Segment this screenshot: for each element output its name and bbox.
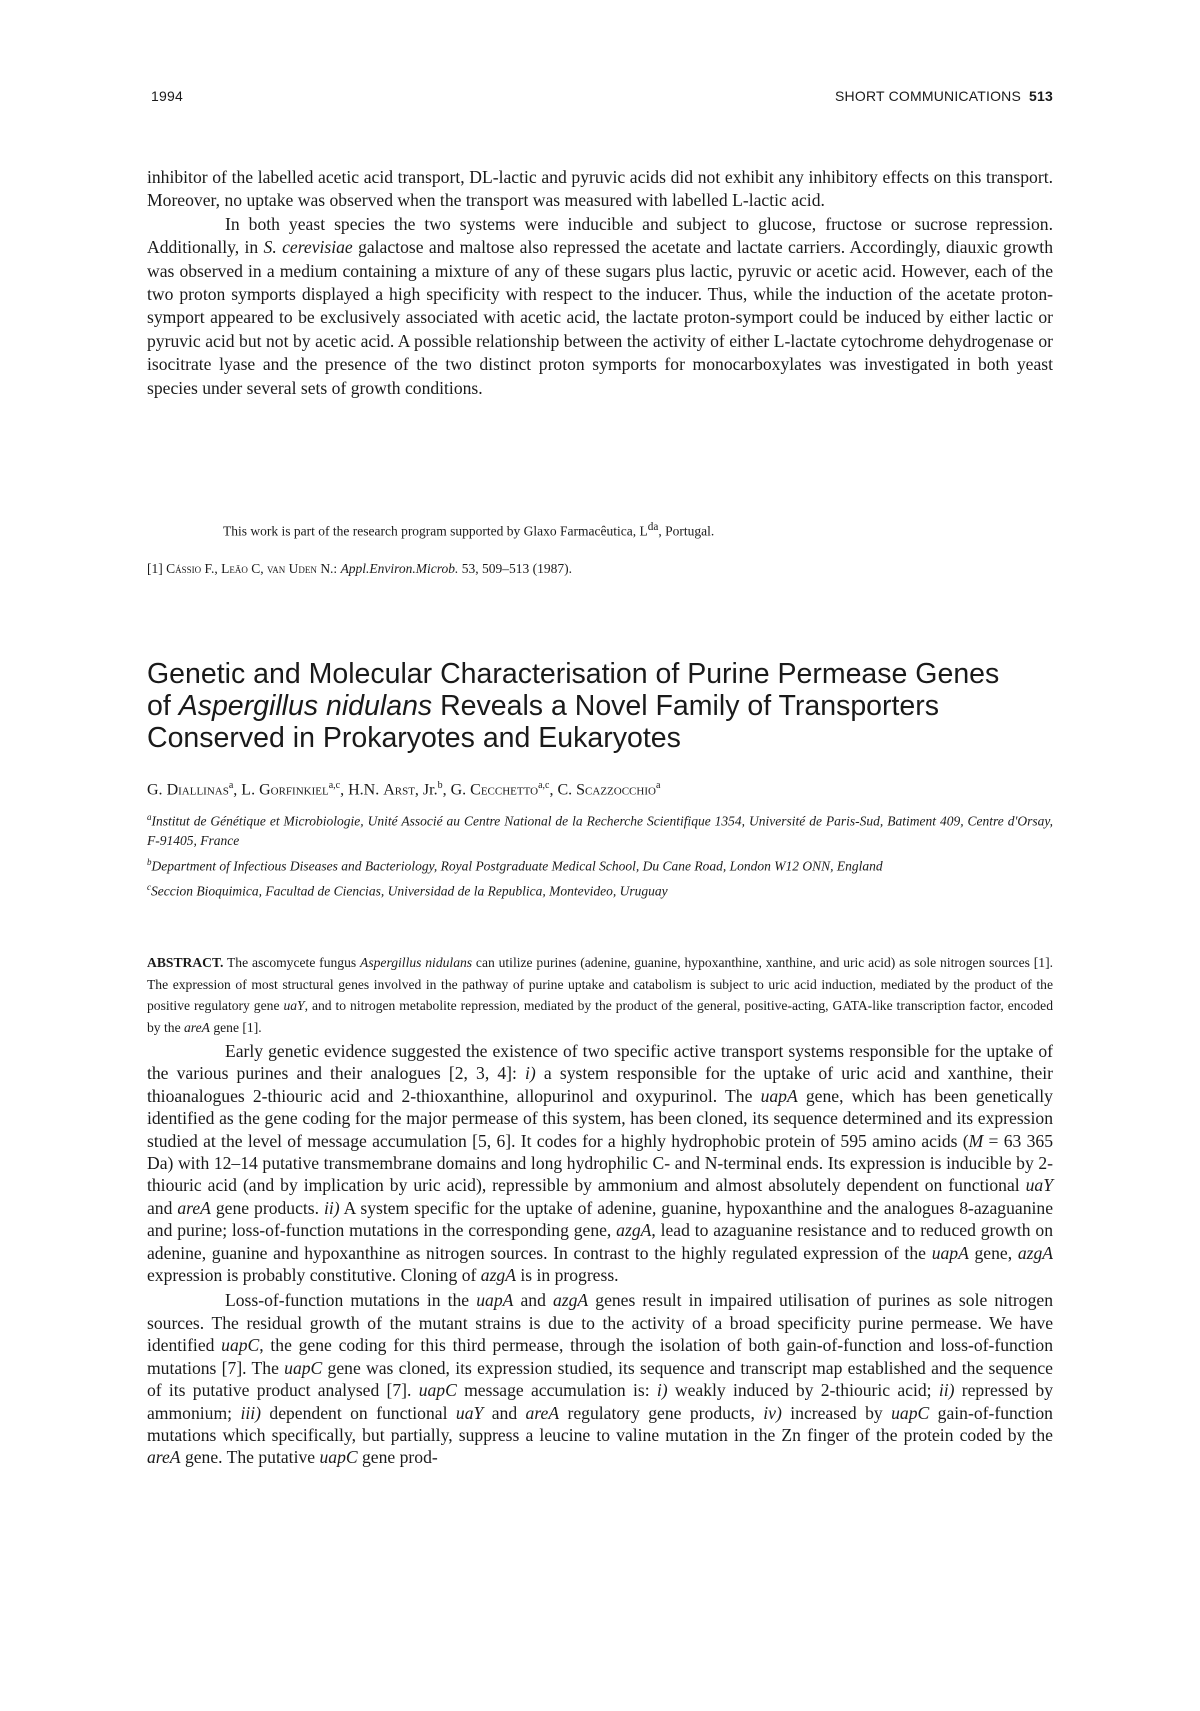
text-run: , Portugal. xyxy=(658,523,715,539)
text-run: G. xyxy=(147,781,167,799)
text-run: uapA xyxy=(760,1085,798,1106)
text-run: a xyxy=(147,812,152,822)
text-run: 53, 509–513 (1987). xyxy=(458,561,573,576)
text-run: uaY xyxy=(283,998,305,1014)
affiliation-b xyxy=(147,853,1053,876)
text-run: and xyxy=(147,1197,178,1218)
text-run: The ascomycete fungus xyxy=(223,955,361,970)
text-run: L xyxy=(773,330,785,351)
text-run: da xyxy=(647,521,659,533)
text-run: a xyxy=(655,780,661,791)
text-run: gene [1]. xyxy=(209,1019,262,1035)
text-run: iv) xyxy=(763,1402,782,1423)
text-run: genes result in impaired utilisation of purines as sole nitrogen sources. The residual growth of the mutant strains is due to the activity of a broad specificity purine permease. We have identified xyxy=(147,1290,1053,1356)
text-run: can utilize purines (adenine, guanine, hypoxanthine, xanthine, and uric acid) as sole nitrogen sources [1]. The expression of most structural genes involved in the pathway of purine uptake and catabolism is subject to uric acid induction, mediated by the product of the positive regulatory gene xyxy=(147,955,1053,1014)
text-run: Department of Infectious Diseases and Bacteriology, Royal Postgraduate Medical School, Du Cane Road, London W12 ONN, England xyxy=(151,858,883,874)
text-run: , and to nitrogen metabolite repression, mediated by the product of the general, positive-acting, GATA-like transcription factor, encoded by the xyxy=(147,998,1053,1035)
text-run: gene was cloned, its expression studied, its sequence and transcript map established and the sequence of its putative product analysed [7]. xyxy=(147,1357,1053,1401)
text-run: ii) xyxy=(324,1197,340,1218)
previous-article-text xyxy=(147,166,1053,400)
text-run: uapC xyxy=(891,1402,930,1423)
running-head xyxy=(151,88,1053,110)
text-run: a xyxy=(228,780,234,791)
text-run: Conserved in Prokaryotes and Eukaryotes xyxy=(147,722,681,754)
text-run: Loss-of-function mutations in the xyxy=(225,1290,477,1311)
text-run: ii) xyxy=(938,1380,955,1401)
author-list xyxy=(147,776,1053,800)
text-run: gene prod- xyxy=(357,1447,438,1468)
text-run: ABSTRACT. xyxy=(147,955,224,970)
text-run: of xyxy=(147,690,179,722)
text-run: iii) xyxy=(240,1402,261,1423)
text-run: -lactic acid. xyxy=(742,190,825,211)
text-run: uapC xyxy=(221,1335,260,1356)
header-section xyxy=(835,88,1053,104)
text-run: repressed by ammonium; xyxy=(147,1380,1054,1423)
text-run: Cecchetto xyxy=(470,781,539,799)
text-run: a,c xyxy=(328,780,341,791)
text-run: Genetic and Molecular Characterisation of Purine Permease Genes xyxy=(147,658,1000,690)
article-title-line-2 xyxy=(147,690,1067,722)
text-run: uapC xyxy=(284,1357,323,1378)
previous-article-paragraph-1 xyxy=(147,166,1053,213)
text-run: [1] xyxy=(147,561,167,576)
text-run: M xyxy=(968,1130,984,1151)
text-run: uapC xyxy=(418,1380,457,1401)
text-run: dependent on functional xyxy=(260,1402,456,1423)
text-run: -lactate cytochrome dehydrogenase or isocitrate lyase and the presence of the two distinct proton symports for monocarboxylates was investigated in both yeast species under several sets of growth conditions. xyxy=(147,330,1053,398)
article-title-line-1 xyxy=(147,658,1067,690)
body-paragraph-1 xyxy=(147,1040,1053,1286)
text-run: uaY xyxy=(455,1402,484,1423)
header-section-title: SHORT COMMUNICATIONS xyxy=(835,88,1022,104)
text-run: is in progress. xyxy=(515,1265,619,1286)
text-run: C, xyxy=(247,561,267,576)
text-run: uapA xyxy=(476,1290,514,1311)
text-run: gene, which has been genetically identified as the gene coding for the major permease of this system, has been cloned, its sequence determined and its expression studied at the level of message accumulation [5, 6]. It codes for a highly hydrophobic protein of 595 amino acids ( xyxy=(147,1085,1053,1151)
text-run: In both yeast species the two systems were inducible and subject to glucose, fructose or sucrose repression. Additionally, in xyxy=(147,213,1053,258)
article-title xyxy=(147,658,1067,754)
text-run: b xyxy=(147,857,152,868)
text-run: areA xyxy=(184,1019,210,1035)
text-run: Aspergillus nidulans xyxy=(360,955,473,970)
text-run: -lactic and pyruvic acids did not exhibit any inhibitory effects on this transport. Moreover, no uptake was observed when the transport was measured with labelled xyxy=(147,167,1053,211)
text-run: message accumulation is: xyxy=(456,1380,657,1401)
article-title-line-3 xyxy=(147,722,1067,754)
text-run: , C. xyxy=(549,781,577,799)
affiliations xyxy=(147,808,1053,904)
text-run: , Jr. xyxy=(414,781,438,799)
text-run: Seccion Bioquimica, Facultad de Ciencias, Universidad de la Republica, Montevideo, Uruguay xyxy=(151,883,668,899)
text-run: and xyxy=(513,1290,553,1311)
text-run: , lead to azaguanine resistance and to reduced growth on adenine, guanine and hypoxanthine as nitrogen sources. In contrast to the highly regulated expression of the xyxy=(147,1220,1053,1263)
text-run: areA xyxy=(177,1197,211,1218)
text-run: a,c xyxy=(538,780,550,791)
text-run: c xyxy=(147,882,151,893)
text-run: azgA xyxy=(480,1265,516,1286)
text-run: Leão xyxy=(221,561,248,576)
acknowledgement xyxy=(223,518,1063,541)
text-run: , H.N. xyxy=(340,781,384,799)
text-run: gain-of-function mutations which specifically, but partially, suppress a leucine to valine mutation in the Zn finger of the protein coded by the xyxy=(147,1402,1053,1445)
abstract xyxy=(147,952,1053,1038)
text-run: Arst xyxy=(383,781,415,799)
text-run: N.: xyxy=(316,561,341,576)
text-run: uaY xyxy=(1025,1175,1053,1196)
header-page-number: 513 xyxy=(1029,88,1053,104)
text-run: azgA xyxy=(552,1290,589,1311)
text-run: gene. The putative xyxy=(180,1447,320,1468)
text-run: uapC xyxy=(319,1447,358,1468)
text-run: i) xyxy=(656,1380,668,1401)
text-run: gene, xyxy=(968,1242,1018,1263)
text-run: = 63 365 Da) with 12–14 putative transmembrane domains and long hydrophilic C- and N-terminal ends. Its expression is inducible by 2-thiouric acid (and by implication by uric acid), repressible by ammonium and almost absolutely dependent on functional xyxy=(147,1130,1053,1196)
text-run: gene products. xyxy=(210,1197,325,1218)
text-run: inhibitor of the labelled acetic acid transport, xyxy=(147,167,470,187)
previous-article-paragraph-2 xyxy=(147,213,1053,400)
text-run: van Uden xyxy=(266,561,317,576)
affiliation-c xyxy=(147,878,1053,901)
header-year: 1994 xyxy=(151,88,183,104)
text-run: areA xyxy=(147,1447,181,1468)
text-run: uapA xyxy=(931,1242,969,1263)
text-run: F., xyxy=(201,561,222,576)
text-run: S. cerevisiae xyxy=(263,237,353,258)
text-run: i) xyxy=(525,1063,536,1084)
text-run: expression is probably constitutive. Cloning of xyxy=(147,1265,481,1286)
body-paragraph-2 xyxy=(147,1289,1053,1468)
affiliation-a xyxy=(147,808,1053,851)
text-run: , the gene coding for this third permease, through the isolation of both gain-of-function and loss-of-function mutations [7]. The xyxy=(147,1335,1053,1378)
text-run: and xyxy=(483,1402,526,1423)
text-run: Early genetic evidence suggested the existence of two specific active transport systems responsible for the uptake of the various purines and their analogues [2, 3, 4]: xyxy=(147,1041,1053,1084)
text-run: regulatory gene products, xyxy=(559,1402,764,1423)
text-run: azgA xyxy=(616,1220,652,1241)
text-run: Gorfinkiel xyxy=(259,781,329,799)
text-run: Appl.Environ.Microb. xyxy=(340,561,459,576)
text-run: galactose and maltose also repressed the acetate and lactate carriers. Accordingly, diauxic growth was observed in a medium containing a mixture of any of these sugars plus lactic, pyruvic or acetic acid. However, each of the two proton symports displayed a high specificity with respect to the inducer. Thus, while the induction of the acetate proton-symport appeared to be exclusively associated with acetic acid, the lactate proton-symport could be induced by either lactic or pyruvic acid but not by acetic acid. A possible relationship between the activity of either xyxy=(147,237,1053,351)
text-run: A system specific for the uptake of adenine, guanine, hypoxanthine and the analogues 8-azaguanine and purine; loss-of-function mutations in the corresponding gene, xyxy=(147,1197,1053,1241)
text-run: b xyxy=(437,780,443,791)
text-run: weakly induced by 2-thiouric acid; xyxy=(667,1380,939,1401)
text-run: increased by xyxy=(781,1402,892,1423)
text-run: , G. xyxy=(442,781,471,799)
text-run: Reveals a Novel Family of Transporters xyxy=(432,690,940,722)
text-run: Diallinas xyxy=(166,781,229,799)
text-run: This work is part of the research program supported by Glaxo Farmacêutica, L xyxy=(223,523,648,539)
text-run: areA xyxy=(525,1402,560,1423)
text-run: a system responsible for the uptake of uric acid and xanthine, their thioanalogues 2-thiouric acid and 2-thioxanthine, allopurinol and oxypurinol. The xyxy=(147,1063,1054,1106)
text-run: DL xyxy=(469,167,493,187)
text-run: L xyxy=(732,190,743,211)
text-run: Cássio xyxy=(166,561,202,576)
previous-article-reference xyxy=(147,560,1053,578)
text-run: Institut de Génétique et Microbiologie, Unité Associé au Centre National de la Recherche Scientifique 1354, Université de Paris-Sud, Batiment 409, Centre d'Orsay, F-91405, France xyxy=(147,813,1053,849)
text-run: , L. xyxy=(233,781,260,799)
text-run: Scazzocchio xyxy=(576,781,656,799)
article-body xyxy=(147,1040,1053,1469)
text-run: azgA xyxy=(1017,1242,1053,1263)
text-run: Aspergillus nidulans xyxy=(178,690,433,722)
